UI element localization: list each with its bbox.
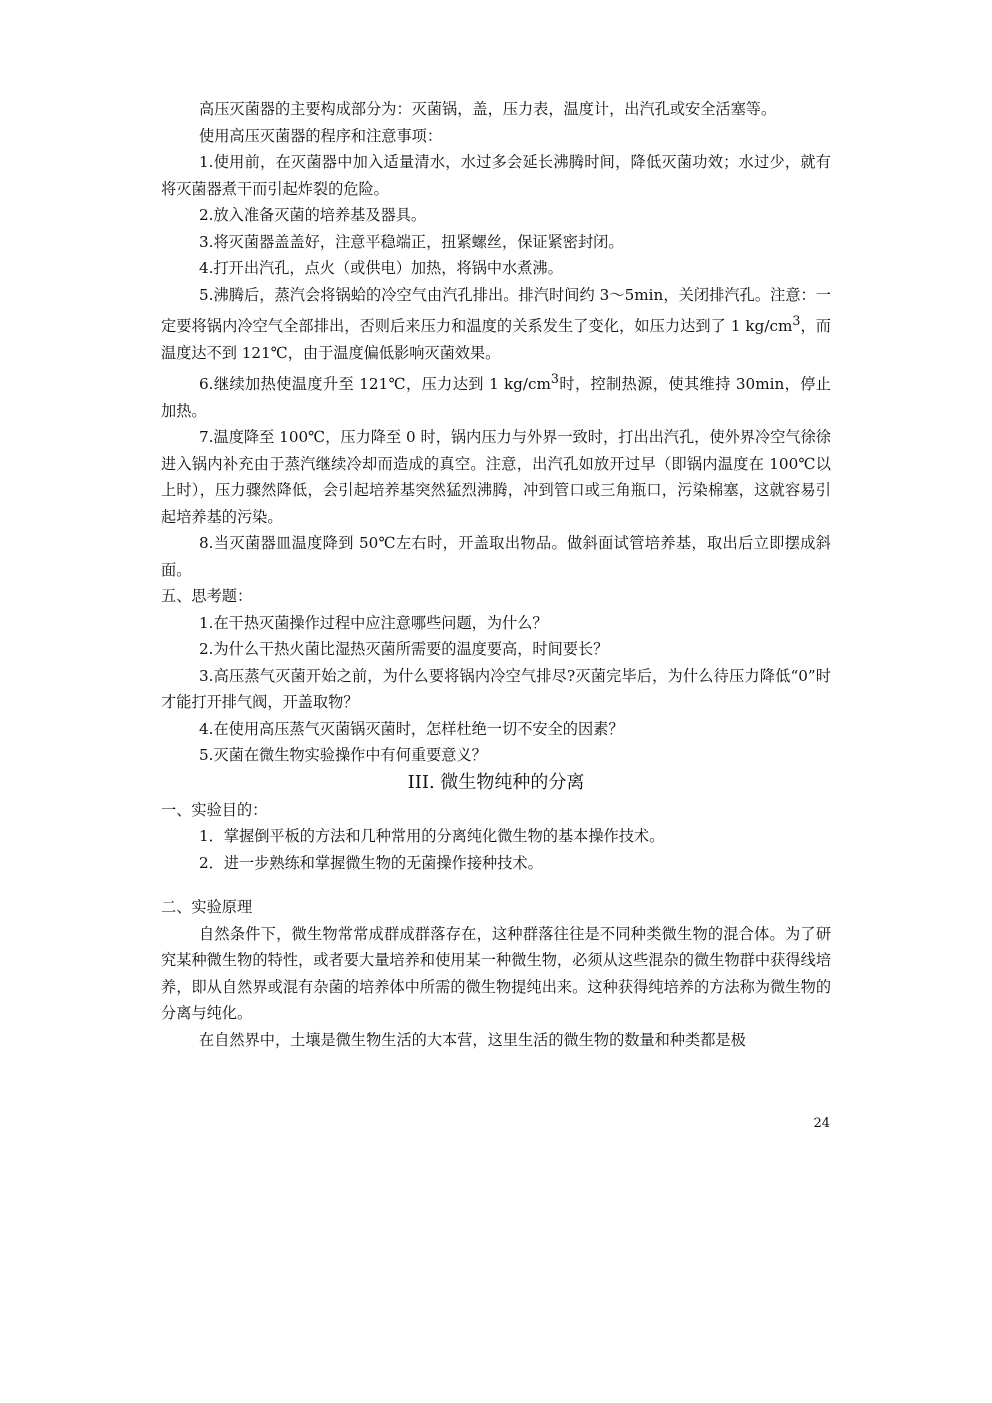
purpose-item-1: 1．掌握倒平板的方法和几种常用的分离纯化微生物的基本操作技术。 (199, 827, 665, 846)
principle-paragraph-2: 在自然界中，土壤是微生物生活的大本营，这里生活的微生物的数量和种类都是极 (199, 1030, 746, 1049)
step-4: 4.打开出汽孔，点火（或供电）加热，将锅中水煮沸。 (199, 259, 563, 277)
step-8: 8.当灭菌器皿温度降到 50℃左右时，开盖取出物品。做斜面试管培养基，取出后立即摆成斜面。 (161, 534, 831, 579)
step-2: 2.放入准备灭菌的培养基及器具。 (199, 206, 427, 224)
purpose-item-2: 2．进一步熟练和掌握微生物的无菌操作接种技术。 (199, 853, 543, 872)
step-5-text-a: 5.沸腾后，蒸汽会将锅蛤的冷空气由汽孔排出。排汽时间约 3～5min，关闭排汽孔。注意：一定要将锅内冷空气全部排出，否则后来压力和温度的关系发生了变化，如压力达到了 1 kg/cm (161, 285, 831, 336)
page-body (161, 96, 831, 1053)
step-3: 3.将灭菌器盖盖好，注意平稳端正，扭紧螺丝，保证紧密封闭。 (199, 232, 624, 251)
step-1: 1.使用前，在灭菌器中加入适量清水，水过多会延长沸腾时间，降低灭菌功效；水过少，就有将灭菌器煮干而引起炸裂的危险。 (161, 153, 831, 198)
step-5-text-b: ，而温度达不到 121℃，由于温度偏低影响灭菌效果。 (161, 317, 831, 362)
procedure-heading: 使用高压灭菌器的程序和注意事项： (199, 126, 442, 145)
principle-paragraph-1: 自然条件下，微生物常常成群成群落存在，这种群落往往是不同种类微生物的混合体。为了研究某种微生物的特性，或者要大量培养和使用某一种微生物，必须从这些混杂的微生物群中获得线培养，即从自然界或混有杂菌的培养体中所需的微生物提纯出来。这种获得纯培养的方法称为微生物的分离与纯化。 (161, 924, 831, 1023)
step-6-text-a: 6.继续加热使温度升至 121℃，压力达到 1 kg/cm (199, 375, 551, 394)
step-5-superscript: 3 (792, 313, 801, 328)
principle-heading: 二、实验原理 (161, 898, 253, 917)
question-3: 3.高压蒸气灭菌开始之前，为什么要将锅内冷空气排尽?灭菌完毕后，为什么待压力降低“0”时才能打开排气阀，开盖取物？ (161, 666, 831, 712)
question-2: 2.为什么干热火菌比湿热灭菌所需要的温度要高，时间要长？ (199, 640, 609, 659)
step-7: 7.温度降至 100℃，压力降至 0 时，锅内压力与外界一致时，打出出汽孔，使外界冷空气徐徐进入锅内补充由于蒸汽继续冷却而造成的真空。注意，出汽孔如放开过早（即锅内温度在 100℃以上时），压力骤然降低，会引起培养基突然猛烈沸腾，冲到管口或三角瓶口，污染棉塞，这就容易引起培养基的污染。 (161, 428, 831, 526)
step-6-text-b: 时，控制热源，使其维持 30min，停止加热。 (161, 375, 831, 420)
section-title: III. 微生物纯种的分离 (407, 771, 585, 793)
question-1: 1.在干热灭菌操作过程中应注意哪些问题，为什么？ (199, 613, 548, 632)
step-6 (161, 366, 831, 424)
components-paragraph: 高压灭菌器的主要构成部分为：灭菌锅，盖，压力表，温度计，出汽孔或安全活塞等。 (199, 100, 777, 118)
purpose-heading: 一、实验目的： (161, 800, 268, 819)
questions-heading: 五、思考题： (161, 587, 253, 606)
spacer (161, 876, 831, 894)
step-5 (161, 282, 831, 367)
page-number: 24 (813, 1116, 830, 1131)
question-4: 4.在使用高压蒸气灭菌锅灭菌时，怎样杜绝一切不安全的因素？ (199, 719, 624, 738)
question-5: 5.灭菌在微生物实验操作中有何重要意义？ (199, 746, 487, 765)
step-6-superscript: 3 (550, 371, 559, 387)
